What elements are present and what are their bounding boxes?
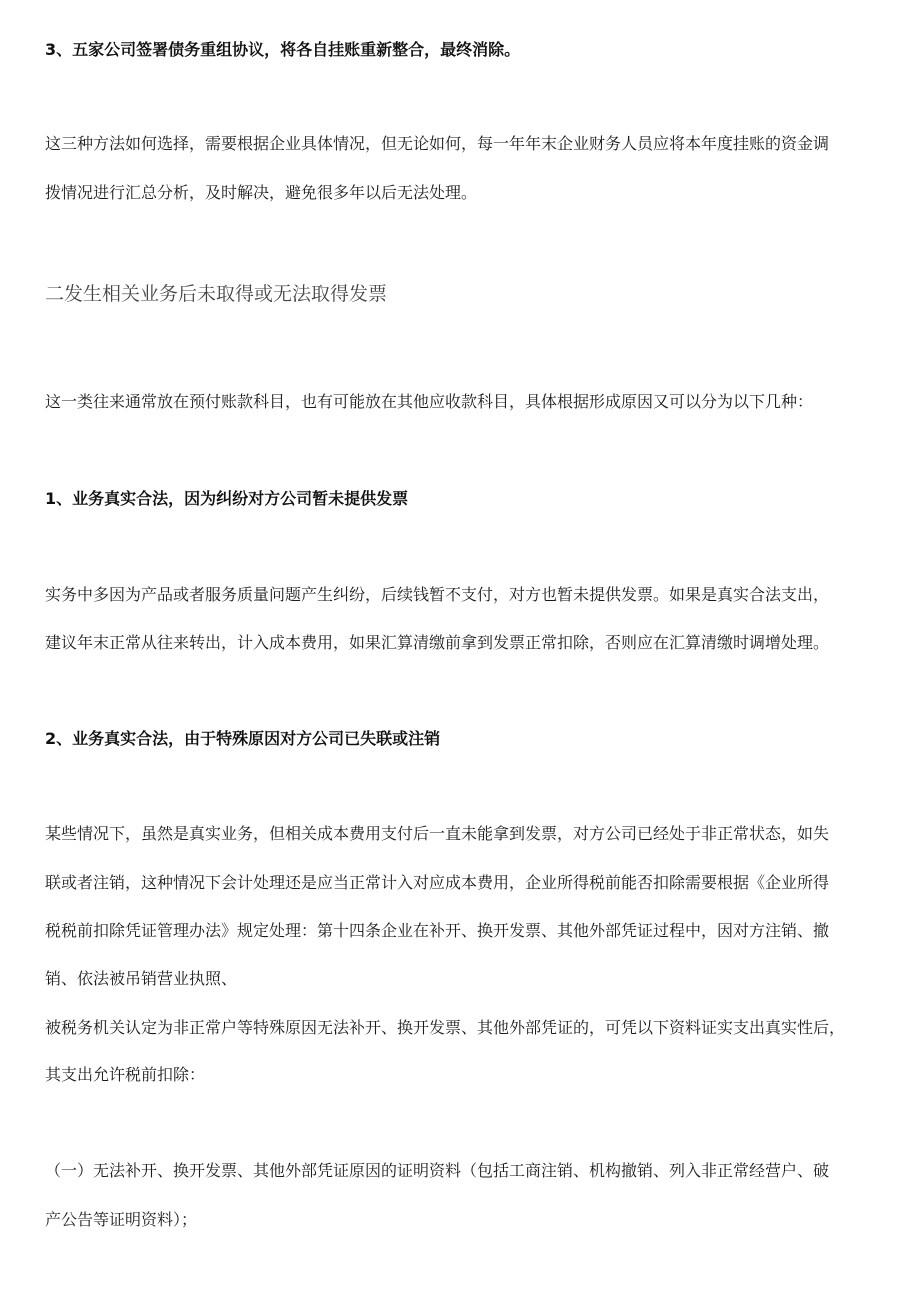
item-3-text: 3、五家公司签署债务重组协议，将各自挂账重新整合，最终消除。 <box>45 40 521 59</box>
paragraph-text: 联或者注销，这种情况下会计处理还是应当正常计入对应成本费用，企业所得税前能否扣除需要根据《企业所得 <box>45 873 830 892</box>
paragraph-text: 产公告等证明资料）； <box>45 1210 198 1229</box>
paragraph-text: 税税前扣除凭证管理办法》规定处理：第十四条企业在补开、换开发票、其他外部凭证过程中，因对方注销、撤 <box>45 921 830 940</box>
paragraph-text: （一）无法补开、换开发票、其他外部凭证原因的证明资料（包括工商注销、机构撤销、列入非正常经营户、破 <box>45 1161 830 1180</box>
paragraph-text: 建议年末正常从往来转出，计入成本费用，如果汇算清缴前拿到发票正常扣除，否则应在汇算清缴时调增处理。 <box>45 633 830 652</box>
paragraph-text: 销、依法被吊销营业执照、 <box>45 969 238 988</box>
subheading-1: 1、业务真实合法，因为纠纷对方公司暂未提供发票 <box>45 489 409 508</box>
paragraph-text: 拨情况进行汇总分析，及时解决，避免很多年以后无法处理。 <box>45 183 478 202</box>
paragraph-text: 这三种方法如何选择，需要根据企业具体情况，但无论如何，每一年年末企业财务人员应将本年度挂账的资金调 <box>45 134 830 153</box>
paragraph-text: 这一类往来通常放在预付账款科目，也有可能放在其他应收款科目，具体根据形成原因又可以分为以下几种： <box>45 392 814 411</box>
section-heading: 二发生相关业务后未取得或无法取得发票 <box>45 283 388 305</box>
paragraph-text: 实务中多因为产品或者服务质量问题产生纠纷，后续钱暂不支付，对方也暂未提供发票。如果是真实合法支出， <box>45 585 830 604</box>
paragraph-text: 被税务机关认定为非正常户等特殊原因无法补开、换开发票、其他外部凭证的，可凭以下资料证实支出真实性后， <box>45 1018 846 1037</box>
subheading-2: 2、业务真实合法，由于特殊原因对方公司已失联或注销 <box>45 729 441 748</box>
paragraph-text: 某些情况下，虽然是真实业务，但相关成本费用支付后一直未能拿到发票，对方公司已经处于非正常状态，如失 <box>45 824 830 843</box>
paragraph-text: 其支出允许税前扣除： <box>45 1065 206 1084</box>
